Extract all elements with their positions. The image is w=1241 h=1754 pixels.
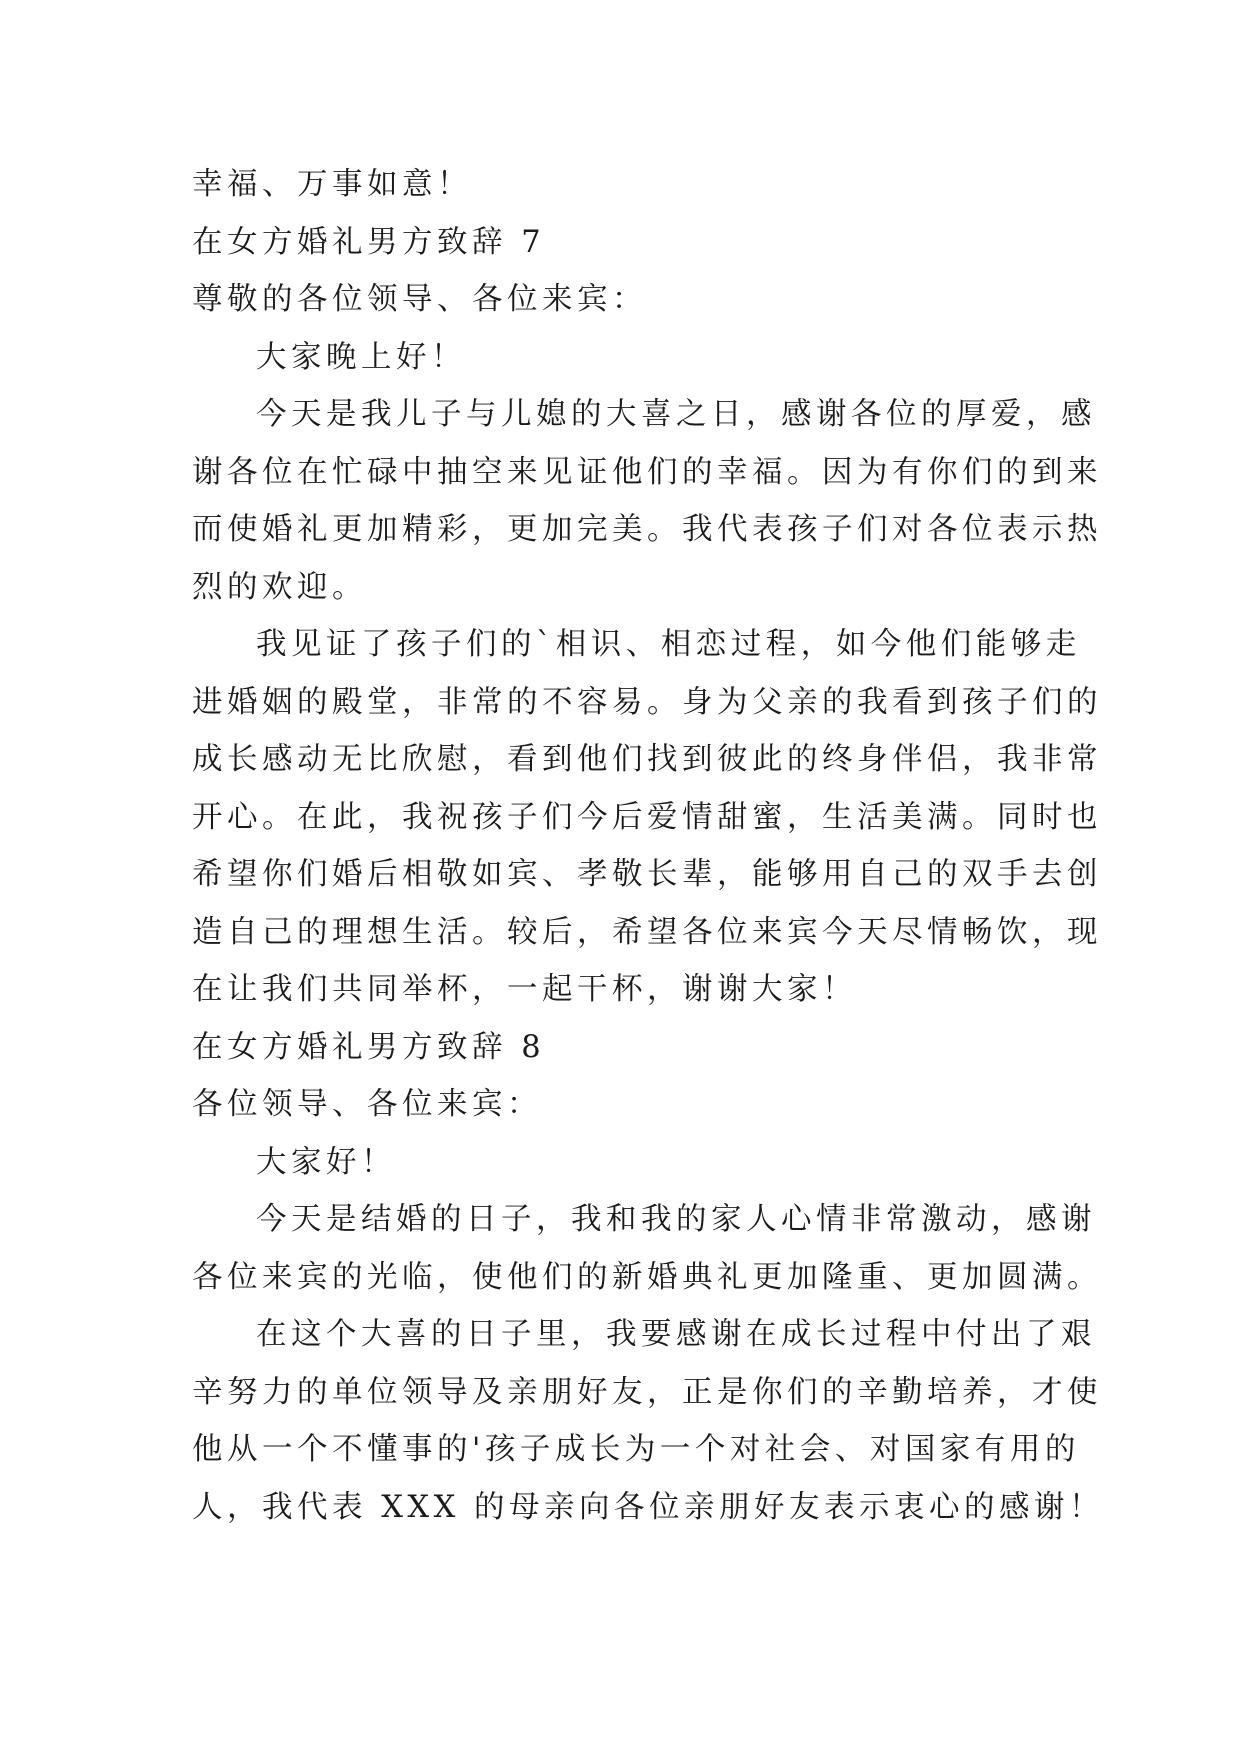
greeting: 大家好！ [256,1144,396,1180]
paragraph-line: 辛努力的单位领导及亲朋好友，正是你们的辛勤培养，才使 [192,1374,1102,1410]
paragraph-line: 在让我们共同举杯，一起干杯，谢谢大家！ [192,972,857,1007]
salutation: 尊敬的各位领导、各位来宾： [192,282,647,317]
paragraph-line: 而使婚礼更加精彩，更加完美。我代表孩子们对各位表示热 [192,512,1102,547]
paragraph-line: 各位来宾的光临，使他们的新婚典礼更加隆重、更加圆满。 [192,1259,1102,1295]
paragraph-line: 开心。在此，我祝孩子们今后爱情甜蜜，生活美满。同时也 [192,799,1102,835]
paragraph-line: 今天是我儿子与儿媳的大喜之日，感谢各位的厚爱，感 [256,397,1096,432]
section-heading: 在女方婚礼男方致辞 8 [192,1029,546,1065]
paragraph-line: 人，我代表 XXX 的母亲向各位亲朋好友表示衷心的感谢！ [192,1489,1105,1525]
paragraph-line: 谢各位在忙碌中抽空来见证他们的幸福。因为有你们的到来 [192,454,1102,490]
paragraph-line: 造自己的理想生活。较后，希望各位来宾今天尽情畅饮，现 [192,914,1102,950]
paragraph-line: 进婚姻的殿堂，非常的不容易。身为父亲的我看到孩子们的 [192,684,1102,720]
paragraph-line: 在这个大喜的日子里，我要感谢在成长过程中付出了艰 [256,1317,1096,1352]
paragraph-line: 成长感动无比欣慰，看到他们找到彼此的终身伴侣，我非常 [192,742,1102,777]
text-line: 幸福、万事如意！ [192,167,472,202]
salutation: 各位领导、各位来宾： [192,1087,542,1122]
paragraph-line: 今天是结婚的日子，我和我的家人心情非常激动，感谢 [256,1202,1096,1237]
paragraph-line: 烈的欢迎。 [192,569,367,605]
greeting: 大家晚上好！ [256,339,466,375]
paragraph-line: 我见证了孩子们的`相识、相恋过程，如今他们能够走 [256,627,1081,662]
section-heading: 在女方婚礼男方致辞 7 [192,224,546,260]
document-body [192,156,1105,1536]
paragraph-line: 希望你们婚后相敬如宾、孝敬长辈，能够用自己的双手去创 [192,857,1102,892]
paragraph-line: 他从一个不懂事的'孩子成长为一个对社会、对国家有用的 [192,1432,1080,1467]
